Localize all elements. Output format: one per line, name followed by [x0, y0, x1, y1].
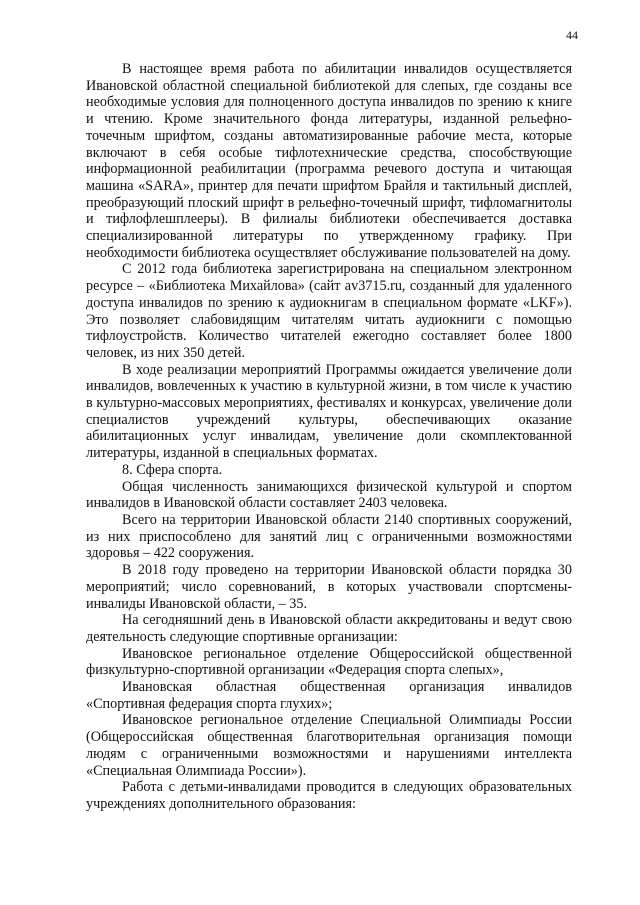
list-item-special-olympics: Ивановское региональное отделение Специальной Олимпиады России (Общероссийская общественная благотворительная организация помощи людям с ограниченными возможностями и нарушениями интеллекта «Специальная Олимпиада России»). [86, 712, 572, 779]
page-body [86, 61, 572, 813]
paragraph-accredited-organizations-intro: На сегодняшний день в Ивановской области аккредитованы и ведут свою деятельность следующие спортивные организации: [86, 612, 572, 645]
paragraph-sport-facilities: Всего на территории Ивановской области 2140 спортивных сооружений, из них приспособлено для занятий лиц с ограниченными возможностями здоровья – 422 сооружения. [86, 511, 572, 562]
page-number: 44 [566, 28, 578, 42]
paragraph-sport-events-2018: В 2018 году проведено на территории Ивановской области порядка 30 мероприятий; число соревнований, в которых участвовали спортсмены-инвалиды Ивановской области, – 35. [86, 562, 572, 612]
list-item-deaf-sport-federation: Ивановская областная общественная организация инвалидов «Спортивная федерация спорта глухих»; [86, 679, 572, 712]
paragraph-sport-participants: Общая численность занимающихся физической культурой и спортом инвалидов в Ивановской области составляет 2403 человека. [86, 478, 572, 512]
list-item-blind-sport-federation: Ивановское региональное отделение Общероссийской общественной физкультурно-спортивной организации «Федерация спорта слепых», [86, 645, 572, 679]
paragraph-library-online-resource: С 2012 года библиотека зарегистрирована на специальном электронном ресурсе – «Библиотека Михайлова» (сайт av3715.ru, созданный для удаленного доступа инвалидов по зрению к аудиокнигам в специальном формате «LKF»). Это позволяет слабовидящим читателям читать аудиокниги с помощью тифлоустройств. Количество читателей ежегодно составляет более 1800 человек, из них 350 детей. [86, 261, 572, 361]
paragraph-children-education-intro: Работа с детьми-инвалидами проводится в следующих образовательных учреждениях дополнительного образования: [86, 779, 572, 812]
paragraph-program-expectations: В ходе реализации мероприятий Программы ожидается увеличение доли инвалидов, вовлеченных к участию в культурной жизни, в том числе к участию в культурно-массовых мероприятиях, фестивалях и конкурсах, увеличение доли специалистов учреждений культуры, обеспечивающих оказание абилитационных услуг инвалидам, увеличение доли скомплектованной литературы, изданной в специальных форматах. [86, 361, 572, 462]
paragraph-library-abilitation: В настоящее время работа по абилитации инвалидов осуществляется Ивановской областной специальной библиотекой для слепых, где созданы все необходимые условия для полноценного доступа инвалидов по зрению к книге и чтению. Кроме значительного фонда литературы, изданной рельефно-точечным шрифтом, созданы автоматизированные рабочие места, которые включают в себя особые тифлотехнические средства, способствующие информационной реабилитации (программа речевого доступа и читающая машина «SARA», принтер для печати шрифтом Брайля и тактильный дисплей, преобразующий плоский шрифт в рельефно-точечный шрифт, тифломагнитолы и тифлофлешплееры). В филиалы библиотеки обеспечивается доставка специализированной литературы по утвержденному графику. При необходимости библиотека осуществляет обслуживание пользователей на дому. [86, 61, 572, 261]
section-heading-sport: 8. Сфера спорта. [122, 461, 223, 478]
